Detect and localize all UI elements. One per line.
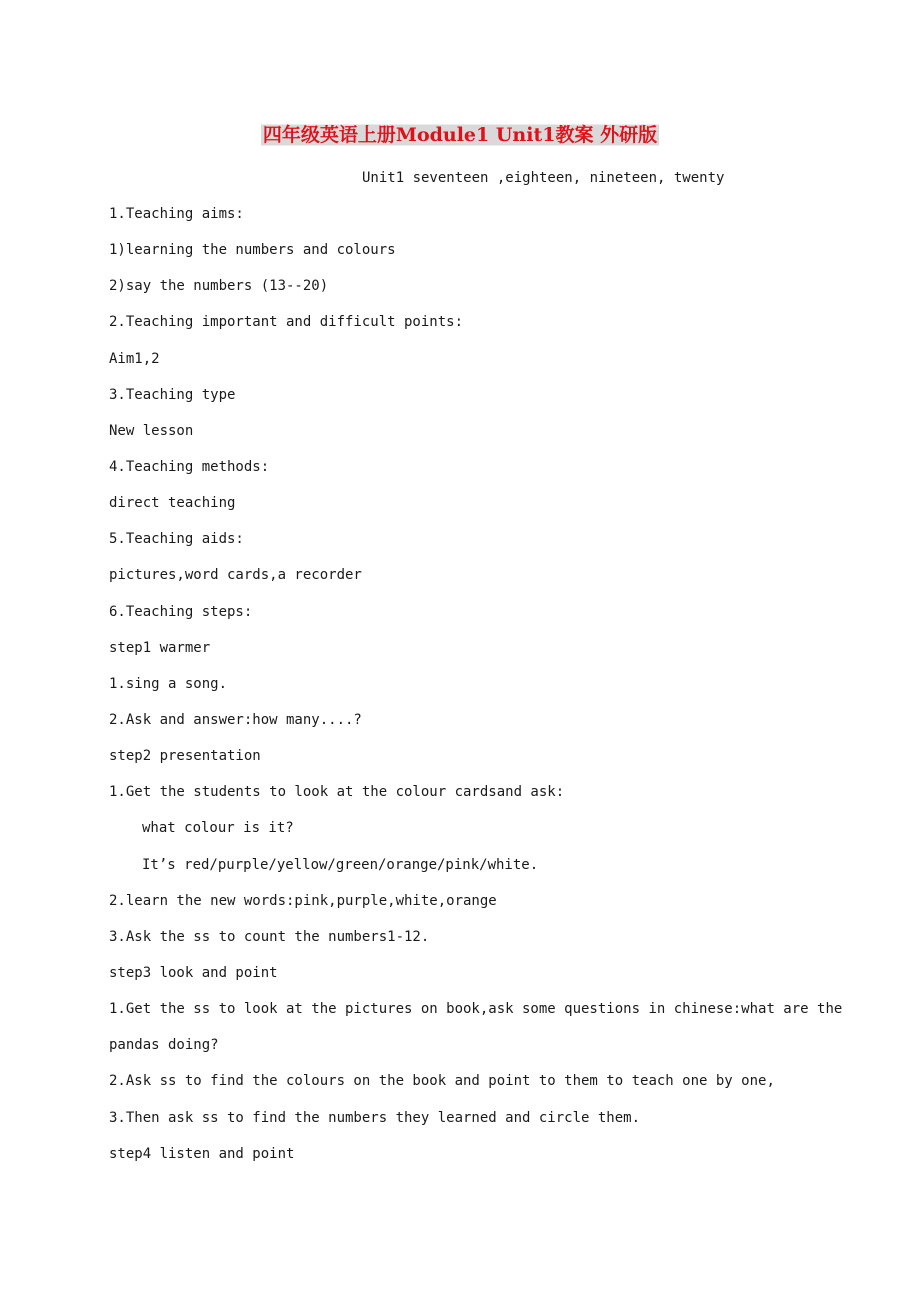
step-dialogue: It’s red/purple/yellow/green/orange/pink/white. bbox=[142, 856, 539, 873]
lesson-plan-body bbox=[109, 204, 843, 1180]
step-item: 2.Ask and answer:how many....? bbox=[109, 711, 362, 728]
key-points-text: Aim1,2 bbox=[109, 350, 160, 367]
step-item: 2.Ask ss to find the colours on the book and point to them to teach one by one, bbox=[109, 1073, 775, 1090]
step-heading: step2 presentation bbox=[109, 748, 261, 765]
aim-item: 2)say the numbers (13--20) bbox=[109, 278, 329, 295]
step-heading: step4 listen and point bbox=[109, 1145, 295, 1162]
step-item: 1.Get the students to look at the colour cardsand ask: bbox=[109, 784, 565, 801]
document-title: 四年级英语上册Module1 Unit1教案 外研版 bbox=[261, 120, 659, 150]
section-heading-aids: 5.Teaching aids: bbox=[109, 531, 244, 548]
step-heading: step1 warmer bbox=[109, 639, 211, 656]
section-heading-key-points: 2.Teaching important and difficult points: bbox=[109, 314, 464, 331]
step-item: 3.Ask the ss to count the numbers1-12. bbox=[109, 928, 430, 945]
aim-item: 1)learning the numbers and colours bbox=[109, 242, 396, 259]
step-heading: step3 look and point bbox=[109, 964, 278, 981]
methods-text: direct teaching bbox=[109, 495, 236, 512]
title-container bbox=[0, 120, 920, 150]
section-heading-aims: 1.Teaching aims: bbox=[109, 206, 244, 222]
step-item: 1.Get the ss to look at the pictures on book,ask some questions in chinese:what are the bbox=[109, 1001, 843, 1018]
step-dialogue: what colour is it? bbox=[142, 820, 294, 837]
step-item: 2.learn the new words:pink,purple,white,orange bbox=[109, 892, 497, 909]
type-text: New lesson bbox=[109, 422, 194, 439]
step-item: 3.Then ask ss to find the numbers they learned and circle them. bbox=[109, 1109, 641, 1126]
section-heading-type: 3.Teaching type bbox=[109, 386, 236, 403]
step-item: 1.sing a song. bbox=[109, 675, 228, 692]
unit-subtitle: Unit1 seventeen ,eighteen, nineteen, twenty bbox=[362, 170, 725, 186]
section-heading-methods: 4.Teaching methods: bbox=[109, 458, 270, 475]
aids-text: pictures,word cards,a recorder bbox=[109, 567, 362, 584]
section-heading-steps: 6.Teaching steps: bbox=[109, 603, 253, 620]
step-item-continuation: pandas doing? bbox=[109, 1037, 219, 1054]
